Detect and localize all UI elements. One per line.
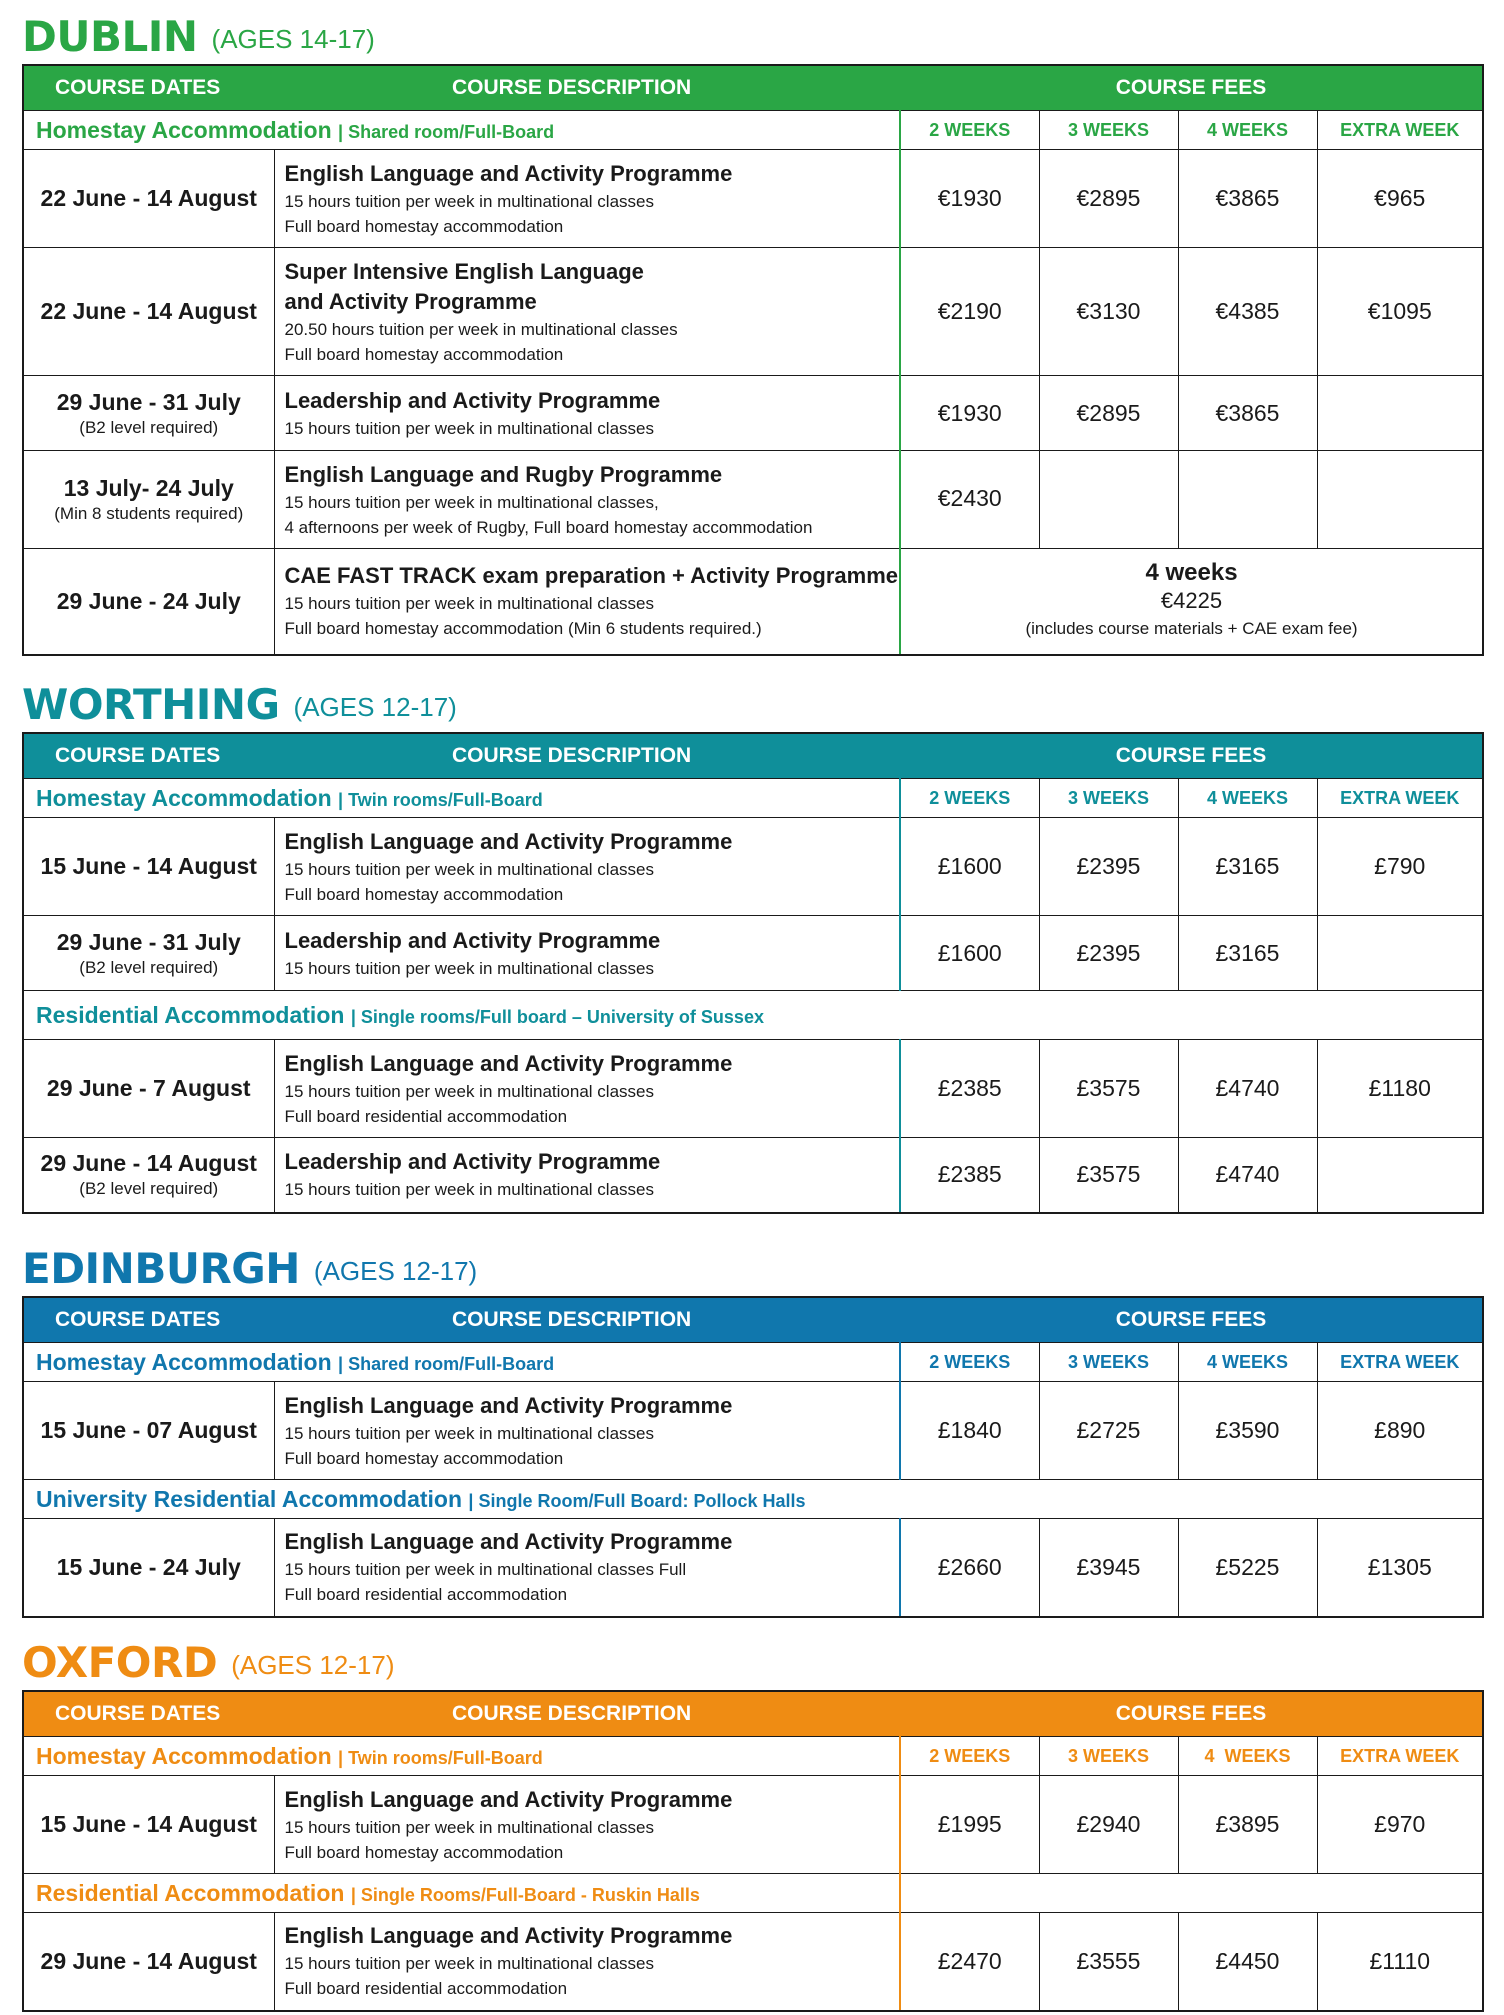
table-row — [23, 549, 1483, 655]
course-dates: 29 June - 24 July — [23, 549, 274, 655]
fee-2-weeks: €1930 — [900, 150, 1039, 248]
package-price: €4225 — [1160, 588, 1223, 614]
fee-extra-week: €1095 — [1317, 248, 1483, 376]
city-name: EDINBURGH — [22, 1243, 300, 1293]
extra-week-header: EXTRA WEEK — [1317, 111, 1483, 150]
table-row — [23, 1776, 1483, 1874]
weeks-4-header: 4 WEEKS — [1178, 1343, 1317, 1382]
fee-3-weeks: £2940 — [1039, 1776, 1178, 1874]
accommodation-detail: | Single Rooms/Full-Board - Ruskin Halls — [350, 1884, 700, 1905]
accommodation-detail: | Shared room/Full-Board — [338, 1353, 555, 1374]
course-dates: 15 June - 24 July — [23, 1519, 274, 1617]
course-dates: 15 June - 07 August — [23, 1382, 274, 1480]
ages-label: (AGES 14-17) — [211, 23, 375, 54]
course-detail: 15 hours tuition per week in multinational classes Full — [284, 1560, 687, 1580]
course-fees-header: COURSE FEES — [900, 65, 1483, 111]
fee-3-weeks: £3945 — [1039, 1519, 1178, 1617]
dublin-section — [22, 8, 1482, 656]
oxford-section — [22, 1634, 1482, 2012]
extra-week-header: EXTRA WEEK — [1317, 1343, 1483, 1382]
course-fees-header: COURSE FEES — [900, 1297, 1483, 1343]
fee-4-weeks: £3590 — [1178, 1382, 1317, 1480]
city-name: WORTHING — [22, 679, 280, 729]
course-detail: Full board residential accommodation — [284, 1106, 568, 1126]
oxford-fees-table — [22, 1690, 1484, 2012]
fee-extra-week — [1317, 376, 1483, 451]
accommodation-row — [23, 991, 1483, 1040]
fee-3-weeks — [1039, 451, 1178, 549]
fee-extra-week — [1317, 451, 1483, 549]
course-detail: 15 hours tuition per week in multinational classes — [284, 958, 654, 978]
accommodation-row — [23, 111, 1483, 150]
extra-week-header: EXTRA WEEK — [1317, 779, 1483, 818]
course-detail: 4 afternoons per week of Rugby, Full board homestay accommodation — [284, 517, 813, 537]
course-title: English Language and Activity Programme — [284, 1923, 733, 1949]
course-description — [274, 376, 900, 451]
table-header — [23, 1691, 1483, 1737]
table-row — [23, 1040, 1483, 1138]
accommodation-type: Residential Accommodation — [36, 1879, 345, 1906]
table-row — [23, 150, 1483, 248]
worthing-fees-table — [22, 732, 1484, 1214]
fee-extra-week: £1305 — [1317, 1519, 1483, 1617]
fee-3-weeks: £3575 — [1039, 1040, 1178, 1138]
course-title: English Language and Activity Programme — [284, 1392, 733, 1418]
dates-note: (B2 level required) — [79, 1179, 219, 1199]
table-row — [23, 1138, 1483, 1213]
city-name: DUBLIN — [22, 11, 198, 61]
oxford-heading — [22, 1634, 1482, 1690]
course-detail: 15 hours tuition per week in multinational classes — [284, 1423, 654, 1443]
fee-3-weeks: €3130 — [1039, 248, 1178, 376]
course-title: English Language and Activity Programme — [284, 1529, 733, 1555]
fee-2-weeks: £2385 — [900, 1040, 1039, 1138]
fee-4-weeks: €3865 — [1178, 376, 1317, 451]
accommodation-row — [23, 779, 1483, 818]
accommodation-type: University Residential Accommodation — [36, 1485, 463, 1512]
fee-3-weeks: €2895 — [1039, 150, 1178, 248]
course-detail: 15 hours tuition per week in multinational classes — [284, 191, 654, 211]
fee-4-weeks: €4385 — [1178, 248, 1317, 376]
table-row — [23, 1519, 1483, 1617]
fee-2-weeks: £1600 — [900, 818, 1039, 916]
course-dates-header: COURSE DATES — [23, 733, 274, 779]
accommodation-type: Homestay Accommodation — [36, 784, 332, 811]
course-detail: Full board homestay accommodation — [284, 884, 564, 904]
fee-4-weeks: £3165 — [1178, 818, 1317, 916]
table-row — [23, 1913, 1483, 2011]
course-description — [274, 248, 900, 376]
fee-2-weeks: £1840 — [900, 1382, 1039, 1480]
accommodation-label — [23, 1874, 900, 1913]
course-title-line-2: and Activity Programme — [284, 288, 537, 314]
weeks-4-header: 4 WEEKS — [1178, 1737, 1317, 1776]
course-detail: 15 hours tuition per week in multinational classes — [284, 1954, 654, 1974]
course-detail: Full board homestay accommodation — [284, 1842, 564, 1862]
extra-week-header: EXTRA WEEK — [1317, 1737, 1483, 1776]
weeks-2-header: 2 WEEKS — [900, 1737, 1039, 1776]
course-detail: 15 hours tuition per week in multinational classes — [284, 418, 654, 438]
course-description — [274, 1519, 900, 1617]
fee-2-weeks: £2385 — [900, 1138, 1039, 1213]
course-description — [274, 1913, 900, 2011]
course-detail: Full board homestay accommodation — [284, 216, 564, 236]
table-row — [23, 1382, 1483, 1480]
weeks-3-header: 3 WEEKS — [1039, 1737, 1178, 1776]
accommodation-row — [23, 1874, 1483, 1913]
course-title: English Language and Rugby Programme — [284, 461, 723, 487]
table-row — [23, 451, 1483, 549]
fee-4-weeks: £4450 — [1178, 1913, 1317, 2011]
course-dates-header: COURSE DATES — [23, 65, 274, 111]
course-fees-header: COURSE FEES — [900, 733, 1483, 779]
accommodation-detail: | Single rooms/Full board – University of Sussex — [350, 1006, 764, 1027]
course-title: English Language and Activity Programme — [284, 1050, 733, 1076]
course-dates-header: COURSE DATES — [23, 1691, 274, 1737]
course-title: Leadership and Activity Programme — [284, 1149, 661, 1175]
city-name: OXFORD — [22, 1637, 218, 1687]
course-title: CAE FAST TRACK exam preparation + Activity Programme — [284, 563, 899, 589]
course-title: Leadership and Activity Programme — [284, 387, 661, 413]
accommodation-type: Residential Accommodation — [36, 1001, 345, 1028]
fee-4-weeks: £5225 — [1178, 1519, 1317, 1617]
fee-4-weeks: £4740 — [1178, 1040, 1317, 1138]
table-header — [23, 733, 1483, 779]
course-description — [274, 1040, 900, 1138]
dates-note: (B2 level required) — [79, 417, 219, 437]
course-dates: 29 June - 7 August — [23, 1040, 274, 1138]
weeks-3-header: 3 WEEKS — [1039, 1343, 1178, 1382]
course-detail: 15 hours tuition per week in multinational classes — [284, 1180, 654, 1200]
table-row — [23, 916, 1483, 991]
course-title: Super Intensive English Language — [284, 258, 644, 284]
edinburgh-fees-table — [22, 1296, 1484, 1618]
course-description — [274, 451, 900, 549]
table-header — [23, 1297, 1483, 1343]
dates-note: (B2 level required) — [79, 957, 219, 977]
worthing-heading — [22, 676, 1482, 732]
accommodation-label — [23, 1480, 1483, 1519]
edinburgh-heading — [22, 1240, 1482, 1296]
course-detail: 15 hours tuition per week in multinational classes — [284, 859, 654, 879]
accommodation-type: Homestay Accommodation — [36, 1348, 332, 1375]
fee-extra-week: £1110 — [1317, 1913, 1483, 2011]
ages-label: (AGES 12-17) — [293, 691, 457, 722]
worthing-section — [22, 676, 1482, 1214]
accommodation-type: Homestay Accommodation — [36, 116, 332, 143]
course-detail: Full board homestay accommodation (Min 6 students required.) — [284, 619, 762, 639]
fee-4-weeks: £3895 — [1178, 1776, 1317, 1874]
fee-2-weeks: €2190 — [900, 248, 1039, 376]
dates-text: 29 June - 14 August — [40, 1150, 257, 1177]
fee-extra-week: €965 — [1317, 150, 1483, 248]
course-description — [274, 150, 900, 248]
fee-4-weeks: £3165 — [1178, 916, 1317, 991]
fee-extra-week — [1317, 916, 1483, 991]
fee-2-weeks: £2660 — [900, 1519, 1039, 1617]
course-description-header: COURSE DESCRIPTION — [274, 65, 900, 111]
ages-label: (AGES 12-17) — [231, 1649, 395, 1680]
fee-extra-week: £790 — [1317, 818, 1483, 916]
fee-extra-week: £890 — [1317, 1382, 1483, 1480]
course-dates-header: COURSE DATES — [23, 1297, 274, 1343]
course-detail: Full board residential accommodation — [284, 1979, 568, 1999]
course-title: English Language and Activity Programme — [284, 1786, 733, 1812]
fee-3-weeks: €2895 — [1039, 376, 1178, 451]
course-detail: Full board homestay accommodation — [284, 344, 564, 364]
fee-3-weeks: £3575 — [1039, 1138, 1178, 1213]
package-duration: 4 weeks — [1145, 559, 1238, 587]
course-detail: 15 hours tuition per week in multinational classes — [284, 594, 654, 614]
package-note: (includes course materials + CAE exam fee) — [1025, 619, 1358, 639]
accommodation-row — [23, 1737, 1483, 1776]
course-detail: 15 hours tuition per week in multinational classes — [284, 1081, 654, 1101]
course-dates — [23, 376, 274, 451]
course-description-header: COURSE DESCRIPTION — [274, 1691, 900, 1737]
fee-2-weeks: €1930 — [900, 376, 1039, 451]
fee-3-weeks: £2395 — [1039, 916, 1178, 991]
course-description — [274, 1138, 900, 1213]
package-fee — [900, 549, 1483, 655]
fee-4-weeks — [1178, 451, 1317, 549]
weeks-2-header: 2 WEEKS — [900, 111, 1039, 150]
accommodation-detail: | Single Room/Full Board: Pollock Halls — [468, 1490, 806, 1511]
accommodation-row — [23, 1480, 1483, 1519]
accommodation-label — [23, 779, 900, 818]
table-row — [23, 818, 1483, 916]
accommodation-row — [23, 1343, 1483, 1382]
course-description-header: COURSE DESCRIPTION — [274, 1297, 900, 1343]
course-fees-header: COURSE FEES — [900, 1691, 1483, 1737]
course-detail: Full board residential accommodation — [284, 1585, 568, 1605]
accommodation-label — [23, 111, 900, 150]
weeks-2-header: 2 WEEKS — [900, 1343, 1039, 1382]
accommodation-label — [23, 991, 1483, 1040]
course-dates: 22 June - 14 August — [23, 150, 274, 248]
fee-2-weeks: £1600 — [900, 916, 1039, 991]
course-dates: 22 June - 14 August — [23, 248, 274, 376]
dublin-fees-table — [22, 64, 1484, 656]
course-description — [274, 1776, 900, 1874]
accommodation-detail: | Shared room/Full-Board — [338, 121, 555, 142]
course-detail: 15 hours tuition per week in multinational classes — [284, 1817, 654, 1837]
weeks-3-header: 3 WEEKS — [1039, 111, 1178, 150]
edinburgh-section — [22, 1240, 1482, 1618]
fee-3-weeks: £2725 — [1039, 1382, 1178, 1480]
course-description — [274, 916, 900, 991]
course-title: Leadership and Activity Programme — [284, 927, 661, 953]
dates-text: 29 June - 31 July — [56, 388, 241, 415]
accommodation-type: Homestay Accommodation — [36, 1742, 332, 1769]
fee-extra-week: £1180 — [1317, 1040, 1483, 1138]
fee-2-weeks: £1995 — [900, 1776, 1039, 1874]
table-header — [23, 65, 1483, 111]
course-detail: 20.50 hours tuition per week in multinational classes — [284, 319, 678, 339]
dublin-heading — [22, 8, 1482, 64]
course-dates — [23, 451, 274, 549]
fee-3-weeks: £2395 — [1039, 818, 1178, 916]
fee-2-weeks: £2470 — [900, 1913, 1039, 2011]
course-description — [274, 818, 900, 916]
course-title: English Language and Activity Programme — [284, 828, 733, 854]
course-detail: Full board homestay accommodation — [284, 1448, 564, 1468]
table-row — [23, 248, 1483, 376]
course-description — [274, 549, 900, 655]
course-dates — [23, 1138, 274, 1213]
course-description-header: COURSE DESCRIPTION — [274, 733, 900, 779]
fee-extra-week: £970 — [1317, 1776, 1483, 1874]
ages-label: (AGES 12-17) — [313, 1255, 478, 1286]
course-dates: 15 June - 14 August — [23, 818, 274, 916]
fee-extra-week — [1317, 1138, 1483, 1213]
weeks-4-header: 4 WEEKS — [1178, 111, 1317, 150]
dates-text: 29 June - 31 July — [56, 928, 241, 955]
fee-4-weeks: €3865 — [1178, 150, 1317, 248]
course-title: English Language and Activity Programme — [284, 160, 733, 186]
course-dates: 15 June - 14 August — [23, 1776, 274, 1874]
dates-note: (Min 8 students required) — [54, 504, 244, 523]
accommodation-blank — [900, 1874, 1483, 1913]
fee-4-weeks: £4740 — [1178, 1138, 1317, 1213]
weeks-2-header: 2 WEEKS — [900, 779, 1039, 818]
course-description — [274, 1382, 900, 1480]
course-dates: 29 June - 14 August — [23, 1913, 274, 2011]
weeks-4-header: 4 WEEKS — [1178, 779, 1317, 818]
course-detail: 15 hours tuition per week in multinational classes, — [284, 492, 659, 512]
fee-2-weeks: €2430 — [900, 451, 1039, 549]
fee-3-weeks: £3555 — [1039, 1913, 1178, 2011]
course-dates — [23, 916, 274, 991]
accommodation-detail: | Twin rooms/Full-Board — [338, 1747, 543, 1768]
weeks-3-header: 3 WEEKS — [1039, 779, 1178, 818]
accommodation-label — [23, 1343, 900, 1382]
table-row — [23, 376, 1483, 451]
dates-text: 13 July- 24 July — [63, 475, 234, 501]
accommodation-label — [23, 1737, 900, 1776]
accommodation-detail: | Twin rooms/Full-Board — [338, 789, 543, 810]
